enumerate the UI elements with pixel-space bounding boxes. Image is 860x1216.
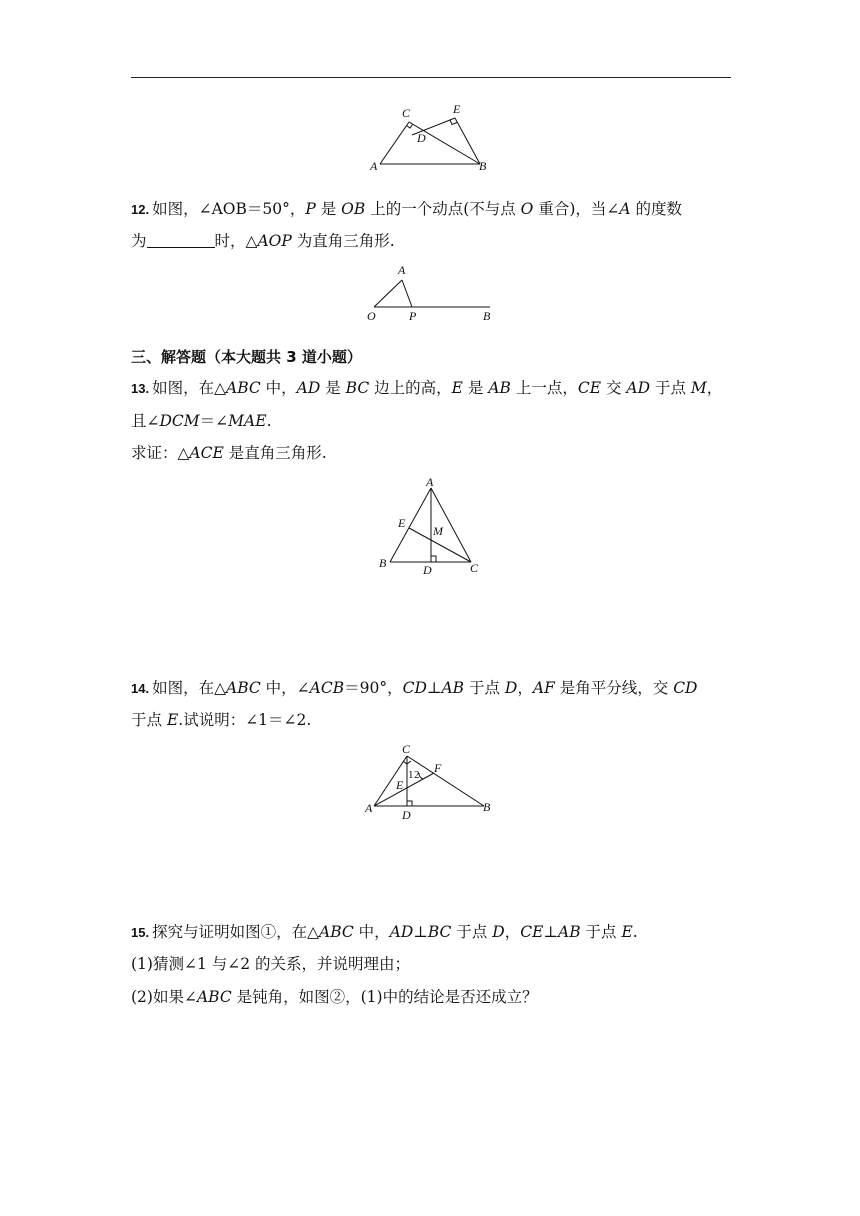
segment-oa [374,280,402,307]
label-a: A [370,159,378,173]
label-e: E [398,516,406,530]
label-a: A [365,801,373,815]
label-e: E [396,778,404,792]
q13-number: 13. [131,381,150,396]
q13-line1: 13. 如图，在△ABC 中，AD 是 BC 边上的高，E 是 AB 上一点，CE 交 AD 于点 M， [131,379,723,397]
figure-q14 [362,742,502,824]
angle-aob: ∠AOB＝50°， [198,200,306,218]
label-f: F [434,761,442,775]
right-angle-d [407,801,412,806]
q12-line1: 12. 如图，∠AOB＝50°，P 是 OB 上的一个动点(不与点 O 重合)，当∠A 的度数 [131,200,682,218]
q15-line3: (2)如果∠ABC 是钝角，如图②，(1)中的结论是否还成立？ [131,988,538,1006]
label-a: A [398,263,406,277]
angle-arc-2 [419,773,423,779]
figure-q13 [374,476,486,578]
segment-ab [390,488,431,562]
q13-line3: 求证：△ACE 是直角三角形. [131,444,327,462]
label-m: M [433,524,443,538]
q12-line2: 为 时，△AOP 为直角三角形. [131,232,395,250]
segment-ac [380,122,409,164]
label-b: B [483,800,491,814]
figure-q12 [364,262,499,324]
bisector-af [374,773,434,806]
q15-part1: (1)猜测∠1 与∠2 的关系，并说明理由； [131,955,411,973]
q15-line1: 15. 探究与证明如图①，在△ABC 中，AD⊥BC 于点 D，CE⊥AB 于点 E. [131,923,638,941]
label-d: D [417,131,426,145]
header-rule [131,77,731,78]
label-o: O [367,309,376,323]
q14-number: 14. [131,681,150,696]
label-a: A [426,475,434,489]
label-e: E [453,102,461,116]
label-c: C [470,561,479,575]
label-c: C [402,106,411,120]
q12-number: 12. [131,202,150,217]
q14-line1: 14. 如图，在△ABC 中，∠ACB＝90°，CD⊥AB 于点 D，AF 是角平分线，交 CD [131,679,698,697]
label-d: D [423,563,432,577]
q15-number: 15. [131,925,150,940]
figure-q11 [368,100,498,175]
q14-line2: 于点 E.试说明：∠1＝∠2. [131,711,312,729]
label-angle-2: 2 [414,769,420,781]
label-c: C [402,742,411,756]
label-d: D [402,808,411,822]
q13-line2: 且∠DCM＝∠MAE. [131,412,272,430]
answer-blank[interactable] [147,232,215,248]
section-heading: 三、解答题（本大题共 3 道小题） [131,348,362,366]
label-b: B [379,556,387,570]
label-angle-1: 1 [408,769,414,781]
label-b: B [483,309,491,323]
label-p: P [409,309,417,323]
q15-line2 [131,953,731,975]
right-angle-d [431,556,436,562]
segment-ap [402,280,412,307]
label-b: B [479,159,487,173]
